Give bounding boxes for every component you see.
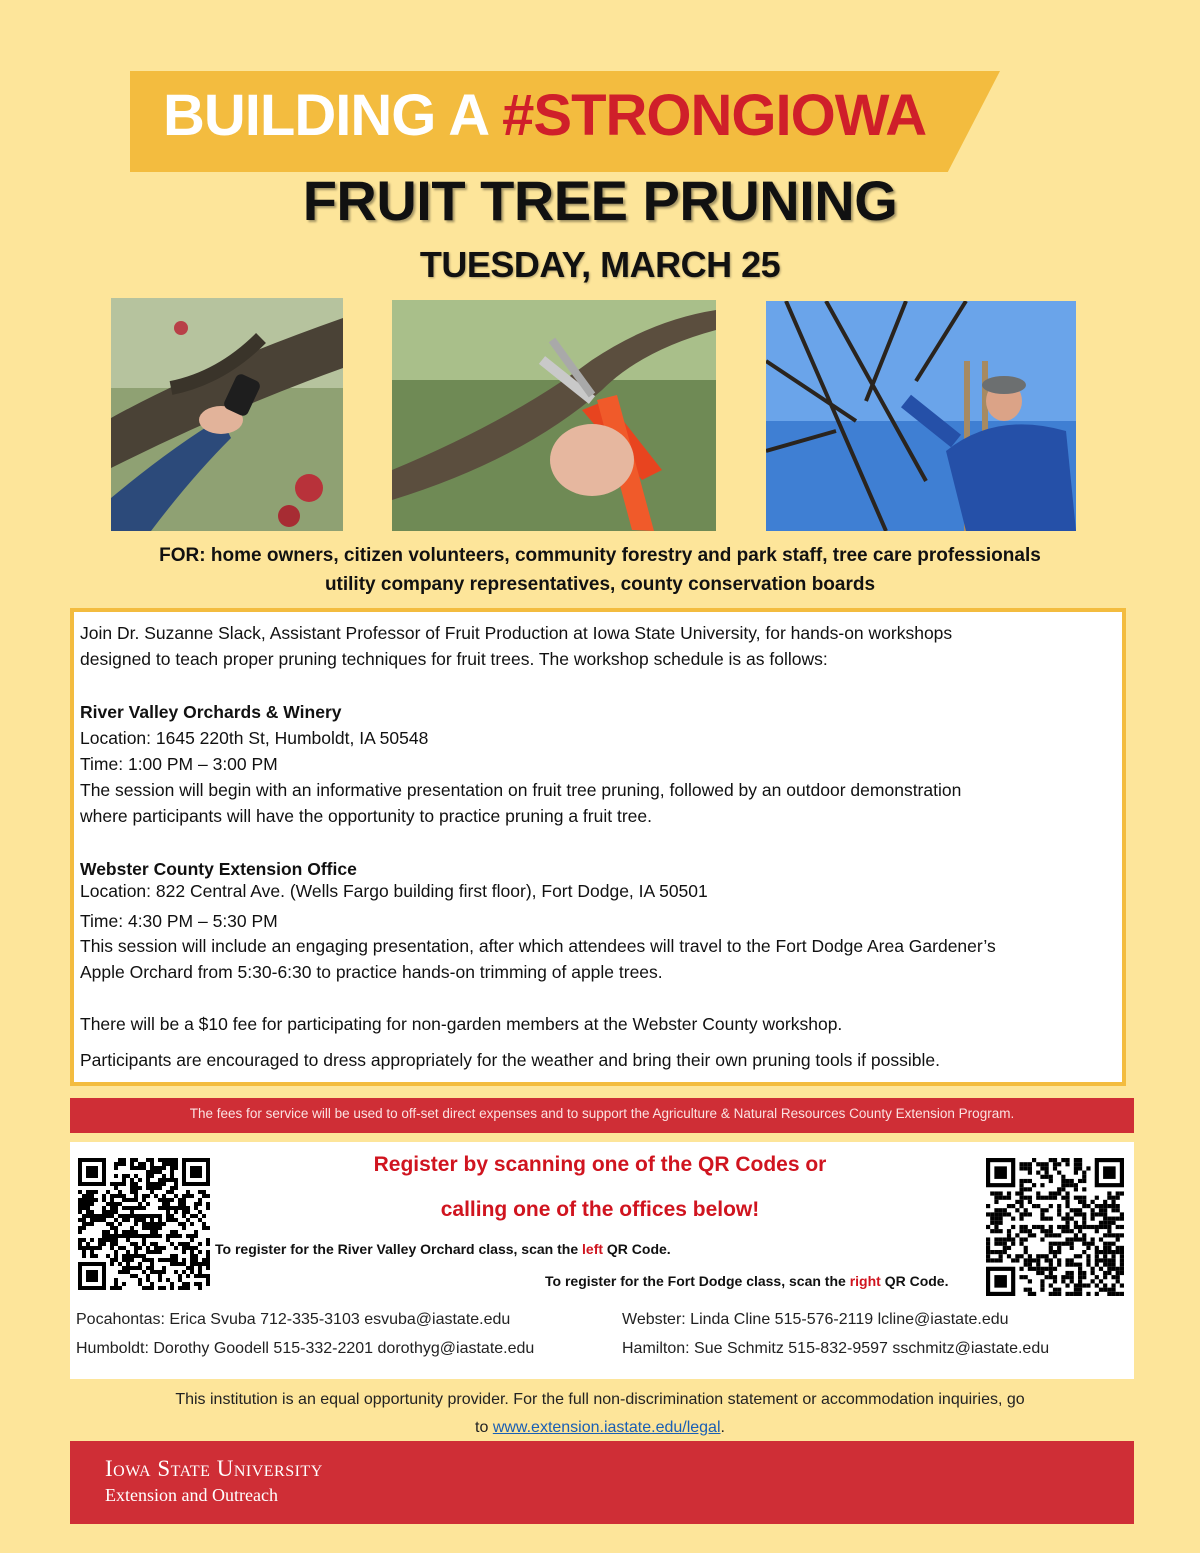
session2-desc-2: Apple Orchard from 5:30-6:30 to practice hands-on trimming of apple trees. [80,962,663,982]
session2-location: Location: 822 Central Ave. (Wells Fargo building first floor), Fort Dodge, IA 50501 [80,881,708,901]
eop-to: to [475,1419,493,1436]
right-qr-note-text: To register for the Fort Dodge class, scan the [545,1273,850,1289]
legal-link[interactable]: www.extension.iastate.edu/legal [492,1419,721,1436]
contact-hamilton: Hamilton: Sue Schmitz 515-832-9597 sschmitz@iastate.edu [622,1340,1050,1357]
session2-desc-1: This session will include an engaging presentation, after which attendees will travel to the Fort Dodge Area Gardener’s [80,936,996,956]
register-heading-2: calling one of the offices below! [440,1198,760,1221]
eop-end: . [720,1419,725,1436]
banner-title [163,82,926,149]
session1-desc-2: where participants will have the opportunity to practice pruning a fruit tree. [80,806,652,826]
university-logo-sub: Extension and Outreach [105,1485,278,1505]
session2-time: Time: 4:30 PM – 5:30 PM [80,911,278,931]
right-qr-note-highlight: right [849,1273,881,1289]
university-logo-name: Iowa State University [105,1456,323,1481]
left-qr-note-highlight: left [582,1241,604,1257]
event-date: TUESDAY, MARCH 25 [419,244,781,285]
pruning-shears-photo [392,300,716,531]
intro-line-1: Join Dr. Suzanne Slack, Assistant Professor of Fruit Production at Iowa State University, for hands-on workshops [80,623,953,643]
session1-time: Time: 1:00 PM – 3:00 PM [80,754,278,774]
fee-note: There will be a $10 fee for participating for non-garden members at the Webster County workshop. [80,1014,843,1034]
right-qr-note [545,1273,948,1289]
session2-name: Webster County Extension Office [80,859,357,879]
session1-name: River Valley Orchards & Winery [80,702,342,722]
left-qr-note-end: QR Code. [603,1241,671,1257]
right-qr-code[interactable] [986,1158,1124,1296]
man-pruning-tree-photo [766,301,1076,531]
footer-bar [70,1441,1134,1524]
fees-notice-bar: The fees for service will be used to off-set direct expenses and to support the Agriculture & Natural Resources County Extension Program. [70,1098,1134,1133]
eop-statement-line-2 [0,1419,1200,1437]
intro-line-2: designed to teach proper pruning techniques for fruit trees. The workshop schedule is as follows: [80,649,828,669]
left-qr-note [215,1241,671,1257]
audience-line-2: utility company representatives, county conservation boards [324,574,876,595]
contact-webster: Webster: Linda Cline 515-576-2119 lcline@iastate.edu [622,1311,1009,1328]
session1-desc-1: The session will begin with an informative presentation on fruit tree pruning, followed by an outdoor demonstration [80,780,962,800]
eop-statement-line-1: This institution is an equal opportunity provider. For the full non-discrimination statement or accommodation inquiries, go [175,1391,1025,1408]
contact-pocahontas: Pocahontas: Erica Svuba 712-335-3103 esvuba@iastate.edu [76,1311,511,1328]
apple-branch-photo [111,298,343,531]
contact-humboldt: Humboldt: Dorothy Goodell 515-332-2201 dorothyg@iastate.edu [76,1340,535,1357]
left-qr-note-text: To register for the River Valley Orchard class, scan the [215,1241,583,1257]
page-title: FRUIT TREE PRUNING [302,169,898,232]
session1-location: Location: 1645 220th St, Humboldt, IA 50548 [80,728,429,748]
left-qr-code[interactable] [78,1158,210,1290]
register-heading-1: Register by scanning one of the QR Codes or [373,1153,827,1176]
audience-line-1: FOR: home owners, citizen volunteers, community forestry and park staff, tree care professionals [159,545,1041,566]
banner-hashtag: #STRONGIOWA [502,83,927,148]
dress-note: Participants are encouraged to dress appropriately for the weather and bring their own pruning tools if possible. [80,1050,940,1070]
right-qr-note-end: QR Code. [880,1273,949,1289]
banner-prefix: BUILDING A [163,83,503,148]
